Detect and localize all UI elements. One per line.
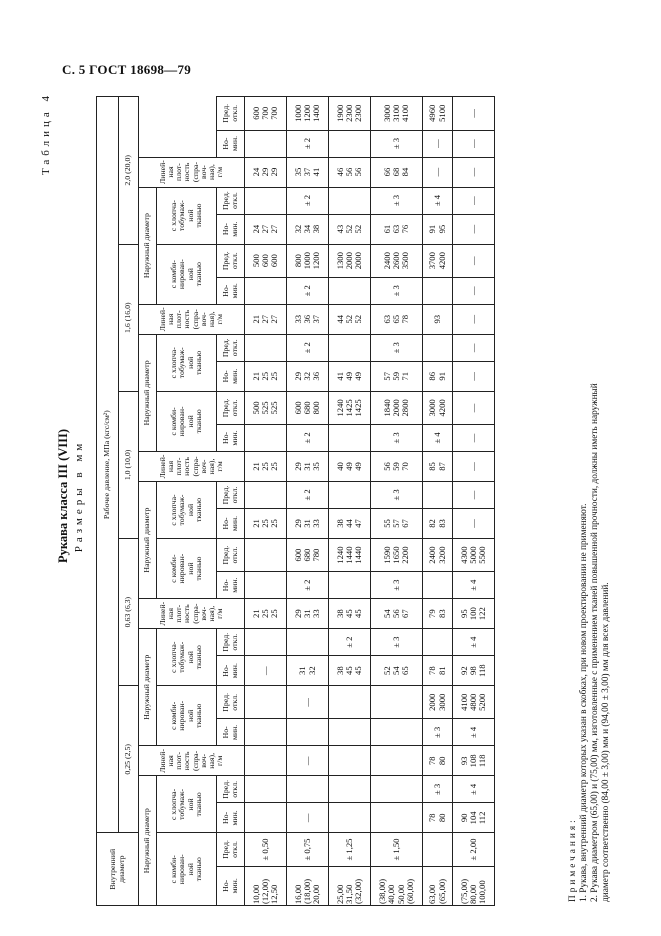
cell-p16-4: 500 600 600: [245, 244, 287, 277]
nominal-header: Но- мин.: [217, 803, 245, 833]
inner-diameter-tolerance: [423, 833, 453, 866]
cell-p063-1: [423, 629, 453, 656]
cell-p20-0: 24 27 27: [245, 214, 287, 244]
cell-p20-3: ± 3: [371, 130, 423, 157]
cotton-fabric-header: с хлопча- тобумаж- ной тканью: [157, 187, 217, 244]
dimensions-table: [96, 96, 495, 906]
combined-fabric-header: с комби- нирован- ной тканью: [157, 833, 217, 906]
cell-p10-0: 55 57 67: [371, 508, 423, 538]
inner-diameter-nominal: 63,00 (65,00): [423, 866, 453, 905]
cell-p10-1: [245, 481, 287, 508]
tolerance-header: Пред. откл.: [217, 686, 245, 719]
cell-p063-4: 4300 5000 5500: [453, 539, 495, 572]
cell-p20-0: 43 52 52: [329, 214, 371, 244]
cell-p20-4: 1000 1200 1400: [287, 97, 329, 131]
cell-p20-1: ± 2: [287, 187, 329, 214]
cell-p16-1: [245, 334, 287, 361]
cell-p10-2: 40 49 49: [329, 451, 371, 481]
nominal-header: Но- мин.: [217, 214, 245, 244]
cell-p10-4: —: [453, 391, 495, 424]
tolerance-header: Пред. откл.: [217, 334, 245, 361]
table-row: [245, 97, 287, 906]
cell-p10-1: —: [453, 481, 495, 508]
rotated-table-frame: [36, 86, 646, 906]
cotton-fabric-header: с хлопча- тобумаж- ной тканью: [157, 776, 217, 833]
cell-p025-2: —: [287, 746, 329, 776]
cell-p025-4: [245, 686, 287, 719]
cell-p063-1: ± 2: [329, 629, 371, 656]
cell-p025-1: [287, 776, 329, 803]
tolerance-header: Пред. откл.: [217, 391, 245, 424]
cell-p16-1: ± 2: [287, 334, 329, 361]
cell-p063-3: [423, 572, 453, 599]
cell-p16-4: 1300 2000 2000: [329, 244, 371, 277]
cell-p10-3: ± 3: [371, 424, 423, 451]
cell-p025-4: [329, 686, 371, 719]
cell-p20-3: [329, 130, 371, 157]
inner-diameter-nominal: (38,00) 40,00 50,00 (60,00): [371, 866, 423, 905]
cell-p10-2: 29 31 35: [287, 451, 329, 481]
cell-p10-3: [245, 424, 287, 451]
cell-p16-2: 93: [423, 304, 453, 334]
cell-p20-3: —: [453, 130, 495, 157]
inner-diameter-tolerance: ± 0,75: [287, 833, 329, 866]
cell-p16-1: [423, 334, 453, 361]
pressure-header-2: 1,0 (10,0): [119, 391, 139, 538]
pressure-header-4: 2,0 (20,0): [119, 97, 139, 245]
outer-diameter-header: Наружный диаметр: [139, 187, 157, 304]
nominal-header: Но- мин.: [217, 130, 245, 157]
table-row: [453, 97, 495, 906]
cell-p20-2: —: [423, 157, 453, 187]
cell-p063-0: 38 45 45: [329, 656, 371, 686]
outer-diameter-header: Наружный диаметр: [139, 481, 157, 598]
working-pressure-header: Рабочее давление, МПа (кгс/см²): [97, 97, 119, 833]
table-title: Рукава класса III (VIII): [56, 428, 70, 564]
cell-p063-2: 95 100 122: [453, 599, 495, 629]
cell-p10-0: —: [453, 508, 495, 538]
notes-heading: Примечания:: [568, 817, 578, 902]
cell-p10-1: [423, 481, 453, 508]
cell-p16-3: [423, 277, 453, 304]
nominal-header: Но- мин.: [217, 361, 245, 391]
nominal-header: Но- мин.: [217, 508, 245, 538]
inner-diameter-nominal: 10,00 (12,00) 12,50: [245, 866, 287, 905]
cell-p20-1: ± 4: [423, 187, 453, 214]
cell-p025-2: [371, 746, 423, 776]
cell-p20-2: —: [453, 157, 495, 187]
cell-p10-4: 1840 2000 2800: [371, 391, 423, 424]
cell-p20-0: —: [453, 214, 495, 244]
combined-fabric-header: с комби- нирован- ной тканью: [157, 539, 217, 599]
tolerance-header: Пред. откл.: [217, 776, 245, 803]
combined-fabric-header: с комби- нирован- ной тканью: [157, 686, 217, 746]
cell-p025-3: [287, 719, 329, 746]
cell-p063-0: 92 98 118: [453, 656, 495, 686]
cell-p063-0: 78 81: [423, 656, 453, 686]
rotated-table-content: [36, 86, 646, 906]
cell-p10-2: —: [453, 451, 495, 481]
inner-diameter-tolerance: ± 1,25: [329, 833, 371, 866]
cell-p10-3: —: [453, 424, 495, 451]
cell-p16-3: [245, 277, 287, 304]
cell-p10-4: 500 525 525: [245, 391, 287, 424]
cotton-fabric-header: с хлопча- тобумаж- ной тканью: [157, 481, 217, 538]
nominal-header: Но- мин.: [217, 277, 245, 304]
note-1: 1. Рукава, внутренний диаметр которых указан в скобках, при новом проектировании не применяют.: [579, 503, 590, 902]
cell-p063-3: ± 3: [371, 572, 423, 599]
tolerance-header: Пред. откл.: [217, 833, 245, 866]
cell-p20-0: 61 63 76: [371, 214, 423, 244]
cell-p025-0: [329, 803, 371, 833]
cell-p025-2: [329, 746, 371, 776]
cell-p025-2: 78 80: [423, 746, 453, 776]
cell-p063-1: [245, 629, 287, 656]
nominal-header: Но- мин.: [217, 656, 245, 686]
cell-p063-2: 79 83: [423, 599, 453, 629]
inner-diameter-tolerance: ± 2,00: [453, 833, 495, 866]
tolerance-header: Пред. откл.: [217, 97, 245, 131]
table-row: [423, 97, 453, 906]
cell-p063-4: 1240 1440 1440: [329, 539, 371, 572]
cell-p063-3: ± 2: [287, 572, 329, 599]
linear-density-header: Линей- ная плот- ность (спра- воч- ная), г/м: [139, 157, 245, 187]
cell-p10-2: 21 25 25: [245, 451, 287, 481]
nominal-header: Но- мин.: [217, 866, 245, 905]
cell-p025-3: ± 4: [453, 719, 495, 746]
cell-p20-1: —: [453, 187, 495, 214]
cell-p20-4: 600 700 700: [245, 97, 287, 131]
linear-density-header: Линей- ная плот- ность (спра- воч- ная), г/м: [139, 746, 245, 776]
cell-p16-2: 44 52 52: [329, 304, 371, 334]
cell-p063-4: 2400 3200: [423, 539, 453, 572]
cell-p025-0: —: [287, 803, 329, 833]
cell-p10-4: 3000 4200: [423, 391, 453, 424]
cell-p16-3: ± 3: [371, 277, 423, 304]
cell-p20-4: 4960 5100: [423, 97, 453, 131]
cell-p16-1: ± 3: [371, 334, 423, 361]
inner-diameter-header: Внутренний диаметр: [97, 833, 139, 906]
cell-p025-3: [371, 719, 423, 746]
cell-p025-3: [329, 719, 371, 746]
tolerance-header: Пред. откл.: [217, 629, 245, 656]
nominal-header: Но- мин.: [217, 572, 245, 599]
cell-p063-1: [287, 629, 329, 656]
cell-p16-1: [329, 334, 371, 361]
cotton-fabric-header: с хлопча- тобумаж- ной тканью: [157, 334, 217, 391]
cell-p10-2: 56 59 70: [371, 451, 423, 481]
cell-p16-4: 3700 4200: [423, 244, 453, 277]
cell-p10-0: 29 31 33: [287, 508, 329, 538]
cell-p16-3: ± 2: [287, 277, 329, 304]
cell-p025-2: [245, 746, 287, 776]
cell-p025-0: [371, 803, 423, 833]
cell-p063-3: [245, 572, 287, 599]
outer-diameter-header: Наружный диаметр: [139, 776, 157, 906]
cell-p10-1: [329, 481, 371, 508]
cell-p025-4: [371, 686, 423, 719]
combined-fabric-header: с комби- нирован- ной тканью: [157, 391, 217, 451]
cell-p10-4: 1240 1425 1425: [329, 391, 371, 424]
cell-p16-3: [329, 277, 371, 304]
cell-p063-0: 52 54 65: [371, 656, 423, 686]
tolerance-header: Пред. откл.: [217, 244, 245, 277]
cotton-fabric-header: с хлопча- тобумаж- ной тканью: [157, 629, 217, 686]
cell-p16-2: 63 65 78: [371, 304, 423, 334]
cell-p20-1: [245, 187, 287, 214]
cell-p063-4: 600 680 780: [287, 539, 329, 572]
table-subtitle: Размеры в мм: [73, 439, 85, 553]
cell-p025-0: 78 80: [423, 803, 453, 833]
cell-p063-3: [329, 572, 371, 599]
cell-p063-2: 21 25 25: [245, 599, 287, 629]
cell-p16-0: 57 59 71: [371, 361, 423, 391]
cell-p20-0: 91 95: [423, 214, 453, 244]
tolerance-header: Пред. откл.: [217, 187, 245, 214]
nominal-header: Но- мин.: [217, 719, 245, 746]
pressure-header-0: 0,25 (2,5): [119, 686, 139, 833]
cell-p16-0: 29 32 36: [287, 361, 329, 391]
cell-p20-4: —: [453, 97, 495, 131]
cell-p16-0: —: [453, 361, 495, 391]
cell-p16-1: —: [453, 334, 495, 361]
cell-p025-2: 93 108 118: [453, 746, 495, 776]
cell-p025-4: 2000 3000: [423, 686, 453, 719]
pressure-header-1: 0,63 (6,3): [119, 539, 139, 686]
cell-p20-3: [245, 130, 287, 157]
cell-p063-2: 54 56 67: [371, 599, 423, 629]
inner-diameter-tolerance: ± 0,50: [245, 833, 287, 866]
cell-p20-0: 32 34 38: [287, 214, 329, 244]
cell-p025-4: 4100 4800 5200: [453, 686, 495, 719]
cell-p10-3: [329, 424, 371, 451]
cell-p063-1: ± 3: [371, 629, 423, 656]
table-row: [287, 97, 329, 906]
cell-p20-4: 1900 2300 2300: [329, 97, 371, 131]
cell-p10-4: 600 680 800: [287, 391, 329, 424]
cell-p025-4: —: [287, 686, 329, 719]
cell-p025-1: ± 3: [423, 776, 453, 803]
tolerance-header: Пред. откл.: [217, 539, 245, 572]
cell-p16-0: 21 25 25: [245, 361, 287, 391]
cell-p16-2: 33 36 37: [287, 304, 329, 334]
cell-p20-2: 24 29 29: [245, 157, 287, 187]
inner-diameter-nominal: 16,00 (18,00) 20,00: [287, 866, 329, 905]
cell-p063-3: ± 4: [453, 572, 495, 599]
cell-p16-3: —: [453, 277, 495, 304]
cell-p025-3: ± 3: [423, 719, 453, 746]
cell-p10-0: 38 44 47: [329, 508, 371, 538]
cell-p16-4: —: [453, 244, 495, 277]
cell-p16-4: 800 1000 1200: [287, 244, 329, 277]
cell-p20-2: 46 56 56: [329, 157, 371, 187]
cell-p10-1: ± 3: [371, 481, 423, 508]
cell-p20-4: 3000 3100 4100: [371, 97, 423, 131]
cell-p20-2: 66 68 84: [371, 157, 423, 187]
cell-p20-1: [329, 187, 371, 214]
page-header: С. 5 ГОСТ 18698—79: [62, 62, 192, 77]
cell-p16-0: 41 49 49: [329, 361, 371, 391]
cell-p063-2: 29 31 33: [287, 599, 329, 629]
tolerance-header: Пред. откл.: [217, 481, 245, 508]
combined-fabric-header: с комби- нирован- ной тканью: [157, 244, 217, 304]
cell-p025-3: [245, 719, 287, 746]
cell-p025-0: 90 104 112: [453, 803, 495, 833]
cell-p20-3: —: [423, 130, 453, 157]
cell-p10-3: ± 2: [287, 424, 329, 451]
notes: [568, 92, 613, 902]
cell-p063-2: 38 45 45: [329, 599, 371, 629]
cell-p20-2: 35 37 41: [287, 157, 329, 187]
cell-p20-3: ± 2: [287, 130, 329, 157]
cell-p063-4: 1590 1650 2200: [371, 539, 423, 572]
inner-diameter-nominal: 25,00 31,50 (32,00): [329, 866, 371, 905]
cell-p10-0: 21 25 25: [245, 508, 287, 538]
cell-p025-0: [245, 803, 287, 833]
linear-density-header: Линей- ная плот- ность (спра- воч- ная), г/м: [139, 599, 245, 629]
cell-p025-1: [329, 776, 371, 803]
outer-diameter-header: Наружный диаметр: [139, 629, 157, 746]
cell-p025-1: [371, 776, 423, 803]
cell-p063-0: —: [245, 656, 287, 686]
cell-p025-1: [245, 776, 287, 803]
note-2-cont: диаметр соответственно (84,00 ± 3,00) мм и (94,00 ± 3,00) мм для всех давлений.: [601, 582, 612, 902]
cell-p16-2: —: [453, 304, 495, 334]
cell-p10-2: 85 87: [423, 451, 453, 481]
cell-p063-0: 31 32: [287, 656, 329, 686]
outer-diameter-header: Наружный диаметр: [139, 334, 157, 451]
cell-p10-0: 82 83: [423, 508, 453, 538]
cell-p063-4: [245, 539, 287, 572]
inner-diameter-tolerance: ± 1,50: [371, 833, 423, 866]
cell-p025-1: ± 4: [453, 776, 495, 803]
nominal-header: Но- мин.: [217, 424, 245, 451]
note-2: 2. Рукава диаметром (65,00) и (75,00) мм, изготовленные с применением тканей повышенной прочности, должны иметь наружный: [590, 383, 601, 902]
cell-p063-1: ± 4: [453, 629, 495, 656]
linear-density-header: Линей- ная плот- ность (спра- воч- ная), г/м: [139, 304, 245, 334]
cell-p10-1: ± 2: [287, 481, 329, 508]
cell-p16-2: 21 27 27: [245, 304, 287, 334]
table-row: [371, 97, 423, 906]
inner-diameter-nominal: (75,00) 80,00 100,00: [453, 866, 495, 905]
cell-p16-4: 2400 2600 3500: [371, 244, 423, 277]
cell-p10-3: ± 4: [423, 424, 453, 451]
cell-p16-0: 86 91: [423, 361, 453, 391]
pressure-header-3: 1,6 (16,0): [119, 244, 139, 391]
linear-density-header: Линей- ная плот- ность (спра- воч- ная), г/м: [139, 451, 245, 481]
cell-p20-1: ± 3: [371, 187, 423, 214]
table-number: Таблица 4: [40, 92, 52, 176]
table-row: [329, 97, 371, 906]
